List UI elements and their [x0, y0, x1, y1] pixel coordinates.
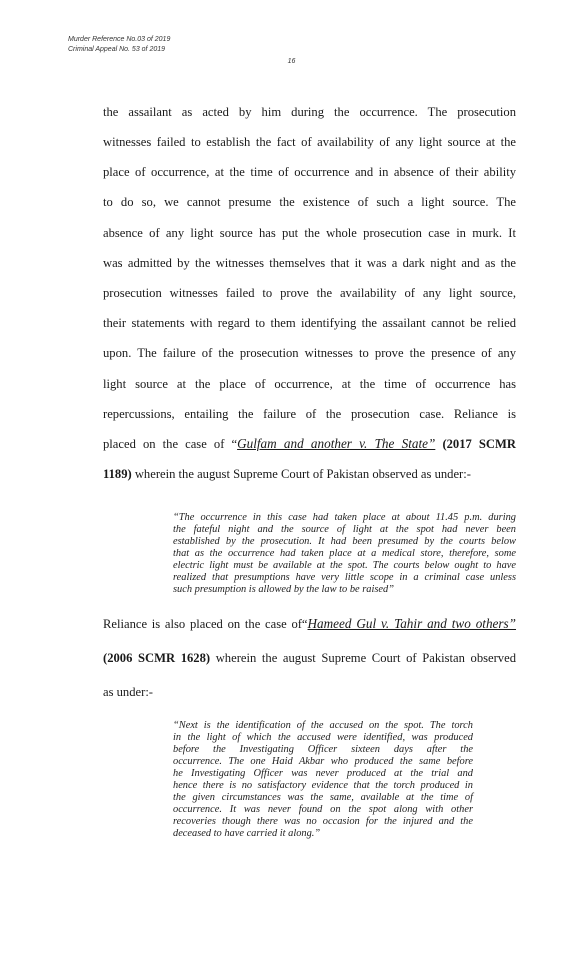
body-line: their statements with regard to them identifying the assailant cannot be relied: [103, 316, 516, 330]
citation-1189: 1189): [103, 467, 132, 481]
quote-line: “The occurrence in this case had taken place at about 11.45 p.m. during: [173, 512, 516, 523]
quote-line: occurrence. It was never found on the spot along with other: [173, 804, 473, 815]
body-line: absence of any light source has put the whole prosecution case in murk. It: [103, 226, 516, 240]
page-number: 16: [287, 58, 296, 65]
body-line: upon. The failure of the prosecution witnesses to prove the presence of any: [103, 346, 516, 360]
quote-line: electric light must be available at the spot. The courts below ought to have: [173, 560, 516, 571]
body-line-observation: [103, 650, 516, 666]
header-murder-reference: Murder Reference No.03 of 2019: [68, 36, 171, 43]
quote-line: he Investigating Officer was never produced at the trial and: [173, 768, 473, 779]
body-line: was admitted by the witnesses themselves that it was a dark night and as the: [103, 256, 516, 270]
body-line: prosecution witnesses failed to prove the availability of any light source,: [103, 286, 516, 300]
quote-line: “Next is the identification of the accused on the spot. The torch: [173, 720, 473, 731]
body-line: as under:-: [103, 685, 154, 699]
body-line: repercussions, entailing the failure of the prosecution case. Reliance is: [103, 407, 516, 421]
quote-line: deceased to have carried it along.”: [173, 828, 321, 839]
quote-line: that as the occurrence had taken place at a medical store, therefore, some: [173, 548, 516, 559]
case-name-gulfam: Gulfam and another v. The State”: [237, 436, 436, 451]
case-intro-text: Reliance is also placed on the case of“: [103, 617, 308, 631]
body-line: place of occurrence, at the time of occurrence and in absence of their ability: [103, 165, 516, 179]
quote-line: hence there is no satisfactory evidence that the torch produced in: [173, 780, 473, 791]
body-line-observation: [103, 466, 516, 482]
quote-line: the given circumstances was the same, available at the time of: [173, 792, 473, 803]
body-line: light source at the place of occurrence, at the time of occurrence has: [103, 377, 516, 391]
citation-2017-scmr: (2017 SCMR: [442, 437, 516, 451]
body-line-case-reference: [103, 436, 516, 452]
observation-text: wherein the august Supreme Court of Pakistan observed as under:-: [131, 467, 471, 481]
quote-line: the fateful night and the source of light at the spot had never been: [173, 524, 516, 535]
body-line: the assailant as acted by him during the occurrence. The prosecution: [103, 105, 516, 119]
quote-line: before the Investigating Officer sixteen days after the: [173, 744, 473, 755]
case-intro-text: placed on the case of “: [103, 437, 238, 451]
observation-text: wherein the august Supreme Court of Pakistan observed: [210, 651, 516, 665]
body-line: to do so, we cannot presume the existence of such a light source. The: [103, 195, 516, 209]
quote-line: in the light of which the accused were identified, was produced: [173, 732, 473, 743]
quote-line: established by the prosecution. It had been presumed by the courts below: [173, 536, 516, 547]
body-line: witnesses failed to establish the fact of availability of any light source at the: [103, 135, 516, 149]
case-header: [68, 35, 170, 55]
quote-line: realized that presumptions have very little scope in a criminal case unless: [173, 572, 516, 583]
quote-line: recoveries though there was no occasion for the injured and the: [173, 816, 473, 827]
citation-2006-scmr: (2006 SCMR 1628): [103, 651, 211, 665]
header-criminal-appeal: Criminal Appeal No. 53 of 2019: [68, 46, 166, 53]
quote-line: such presumption is allowed by the law to be raised”: [173, 584, 394, 595]
quote-line: occurrence. The one Haid Akbar who produced the same before: [173, 756, 473, 767]
case-name-hameed-gul: Hameed Gul v. Tahir and two others”: [307, 616, 517, 631]
body-line-case-reference: [103, 616, 516, 632]
